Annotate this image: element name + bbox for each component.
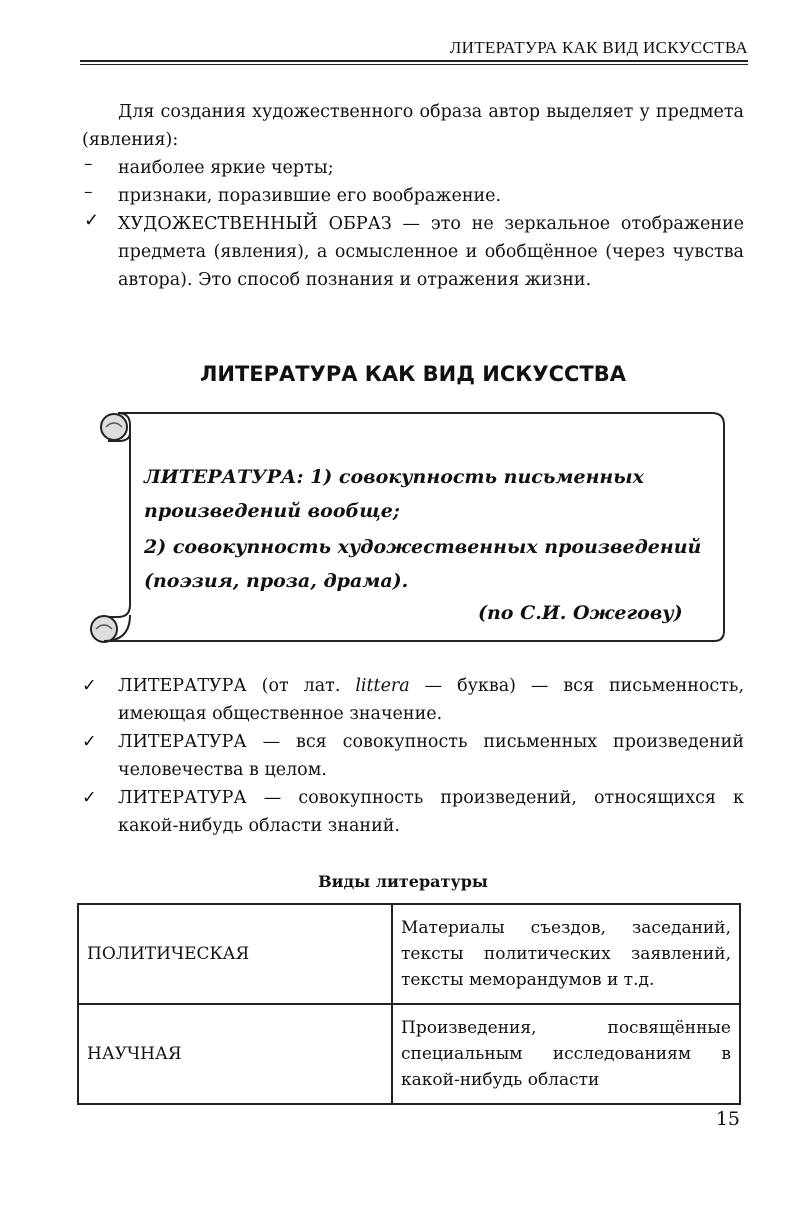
check-icon: ✓ (84, 210, 100, 231)
latin-word: littera (355, 676, 410, 696)
page-number: 15 (715, 1108, 740, 1130)
header-rule-thin (80, 64, 748, 65)
scroll-line-1: ЛИТЕРАТУРА: 1) совокупность письменных (144, 466, 644, 488)
description-cell: Произведения, посвящённые специальным исследованиям в какой-нибудь области (392, 1004, 740, 1104)
scroll-line-4: (поэзия, проза, драма). (144, 570, 409, 592)
table-row (78, 904, 740, 1004)
check-icon: ✓ (82, 732, 97, 752)
scroll-source: (по С.И. Ожегову) (478, 602, 683, 624)
section-heading: ЛИТЕРАТУРА КАК ВИД ИСКУССТВА (199, 362, 627, 386)
list-item (82, 728, 744, 784)
scroll-banner (80, 405, 730, 645)
dash-marker: – (84, 182, 93, 202)
list-item (82, 784, 744, 840)
table-title: Виды литературы (318, 872, 488, 891)
artistic-image-definition: ХУДОЖЕСТВЕННЫЙ ОБРАЗ — это не зеркальное отображение предмета (явления), а осмысленное и обобщённое (через чувства автора). Это способ познания и отражения жизни. (118, 214, 744, 290)
definition-text: — буква) — вся письменность, имеющая общественное значение. (118, 676, 745, 724)
definition-text: ЛИТЕРАТУРА — совокупность произведений, относящихся к какой-нибудь области знаний. (118, 788, 744, 836)
type-cell: ПОЛИТИЧЕСКАЯ (78, 904, 392, 1004)
list-item (82, 672, 744, 728)
scroll-line-3: 2) совокупность художественных произведений (144, 536, 702, 558)
description-cell: Материалы съездов, заседаний, тексты политических заявлений, тексты меморандумов и т.д. (392, 904, 740, 1004)
running-header: ЛИТЕРАТУРА КАК ВИД ИСКУССТВА (449, 38, 748, 57)
dash-marker: – (84, 154, 93, 174)
table-row (78, 1004, 740, 1104)
intro-paragraph: Для создания художественного образа автор выделяет у предмета (явления): (82, 102, 744, 150)
definitions-list (82, 672, 744, 840)
dash-item: наиболее яркие черты; (118, 158, 334, 178)
check-icon: ✓ (82, 676, 97, 696)
dash-item: признаки, поразившие его воображение. (118, 186, 502, 206)
definition-text: ЛИТЕРАТУРА — вся совокупность письменных произведений человечества в целом. (118, 732, 744, 780)
check-icon: ✓ (82, 788, 97, 808)
header-rule (80, 60, 748, 62)
type-cell: НАУЧНАЯ (78, 1004, 392, 1104)
scroll-line-2: произведений вообще; (144, 500, 400, 522)
literature-types-table (77, 903, 741, 1105)
definition-text: ЛИТЕРАТУРА (от лат. (118, 676, 356, 696)
